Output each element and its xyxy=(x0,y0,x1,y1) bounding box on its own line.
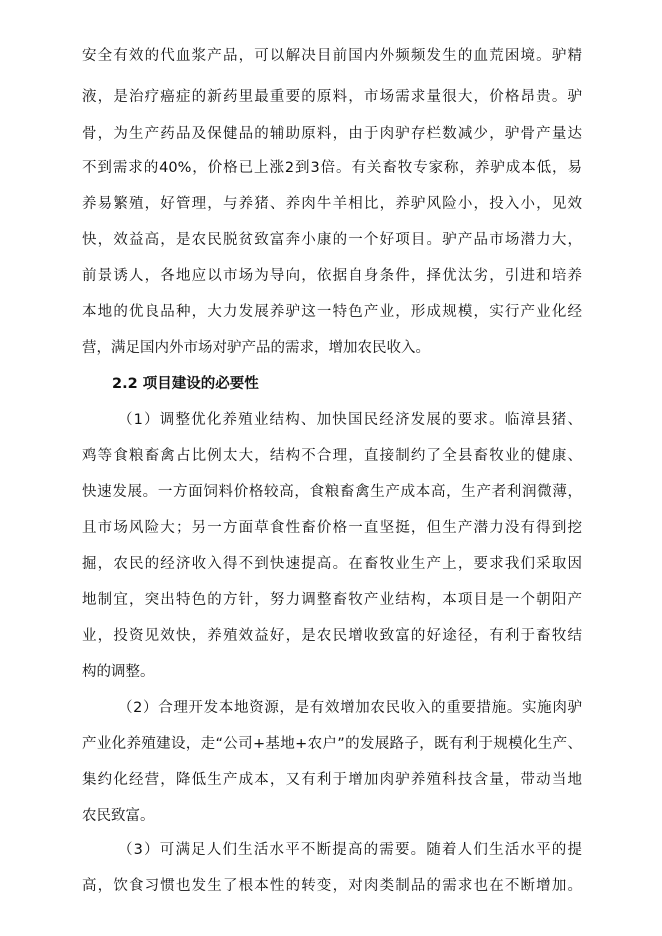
paragraph-2-line-8: 构的调整。 xyxy=(82,664,155,680)
section-heading: 2.2 项目建设的必要性 xyxy=(112,376,259,392)
paragraph-2-line-7: 业，投资见效快，养殖效益好，是农民增收致富的好途径，有利于畜牧结 xyxy=(82,628,582,644)
paragraph-1-line-3: 骨，为生产药品及保健品的辅助原料，由于肉驴存栏数减少，驴骨产量达 xyxy=(82,126,582,142)
paragraph-2-line-4: 且市场风险大；另一方面草食性畜价格一直坚挺，但生产潜力没有得到挖 xyxy=(82,520,582,536)
paragraph-1-line-1: 安全有效的代血浆产品，可以解决目前国内外频频发生的血荒困境。驴精 xyxy=(82,48,582,64)
paragraph-1-line-6: 快，效益高，是农民脱贫致富奔小康的一个好项目。驴产品市场潜力大， xyxy=(82,232,582,248)
paragraph-1-line-2: 液，是治疗癌症的新药里最重要的原料，市场需求量很大，价格昂贵。驴 xyxy=(82,89,582,105)
paragraph-3-line-2: 产业化养殖建设，走“公司+基地+农户”的发展路子，既有利于规模化生产、 xyxy=(82,736,582,752)
paragraph-1-line-8: 本地的优良品种，大力发展养驴这一特色产业，形成规模，实行产业化经 xyxy=(82,304,582,320)
paragraph-2-line-1: （1）调整优化养殖业结构、加快国民经济发展的要求。临漳县猪、 xyxy=(118,412,582,428)
paragraph-2-line-2: 鸡等食粮畜禽占比例太大，结构不合理，直接制约了全县畜牧业的健康、 xyxy=(82,448,582,464)
paragraph-1-line-4: 不到需求的40%，价格已上涨2到3倍。有关畜牧专家称，养驴成本低，易 xyxy=(82,160,582,176)
paragraph-2-line-3: 快速发展。一方面饲料价格较高，食粮畜禽生产成本高，生产者利润微薄， xyxy=(82,484,582,500)
paragraph-3-line-3: 集约化经营，降低生产成本，又有利于增加肉驴养殖科技含量，带动当地 xyxy=(82,772,582,788)
paragraph-2-line-6: 地制宜，突出特色的方针，努力调整畜牧产业结构，本项目是一个朝阳产 xyxy=(82,592,582,608)
paragraph-1-line-7: 前景诱人，各地应以市场为导向，依据自身条件，择优汰劣，引进和培养 xyxy=(82,268,582,284)
paragraph-4-line-1: （3）可满足人们生活水平不断提高的需要。随着人们生活水平的提 xyxy=(118,842,582,858)
paragraph-2-line-5: 掘，农民的经济收入得不到快速提高。在畜牧业生产上，要求我们采取因 xyxy=(82,556,582,572)
paragraph-4-line-2: 高，饮食习惯也发生了根本性的转变，对肉类制品的需求也在不断增加。 xyxy=(82,878,582,894)
paragraph-3-line-4: 农民致富。 xyxy=(82,808,155,824)
paragraph-1-line-9: 营，满足国内外市场对驴产品的需求，增加农民收入。 xyxy=(82,340,430,356)
paragraph-1-line-5: 养易繁殖，好管理，与养猪、养肉牛羊相比，养驴风险小，投入小，见效 xyxy=(82,196,582,212)
paragraph-3-line-1: （2）合理开发本地资源，是有效增加农民收入的重要措施。实施肉驴 xyxy=(118,700,582,716)
